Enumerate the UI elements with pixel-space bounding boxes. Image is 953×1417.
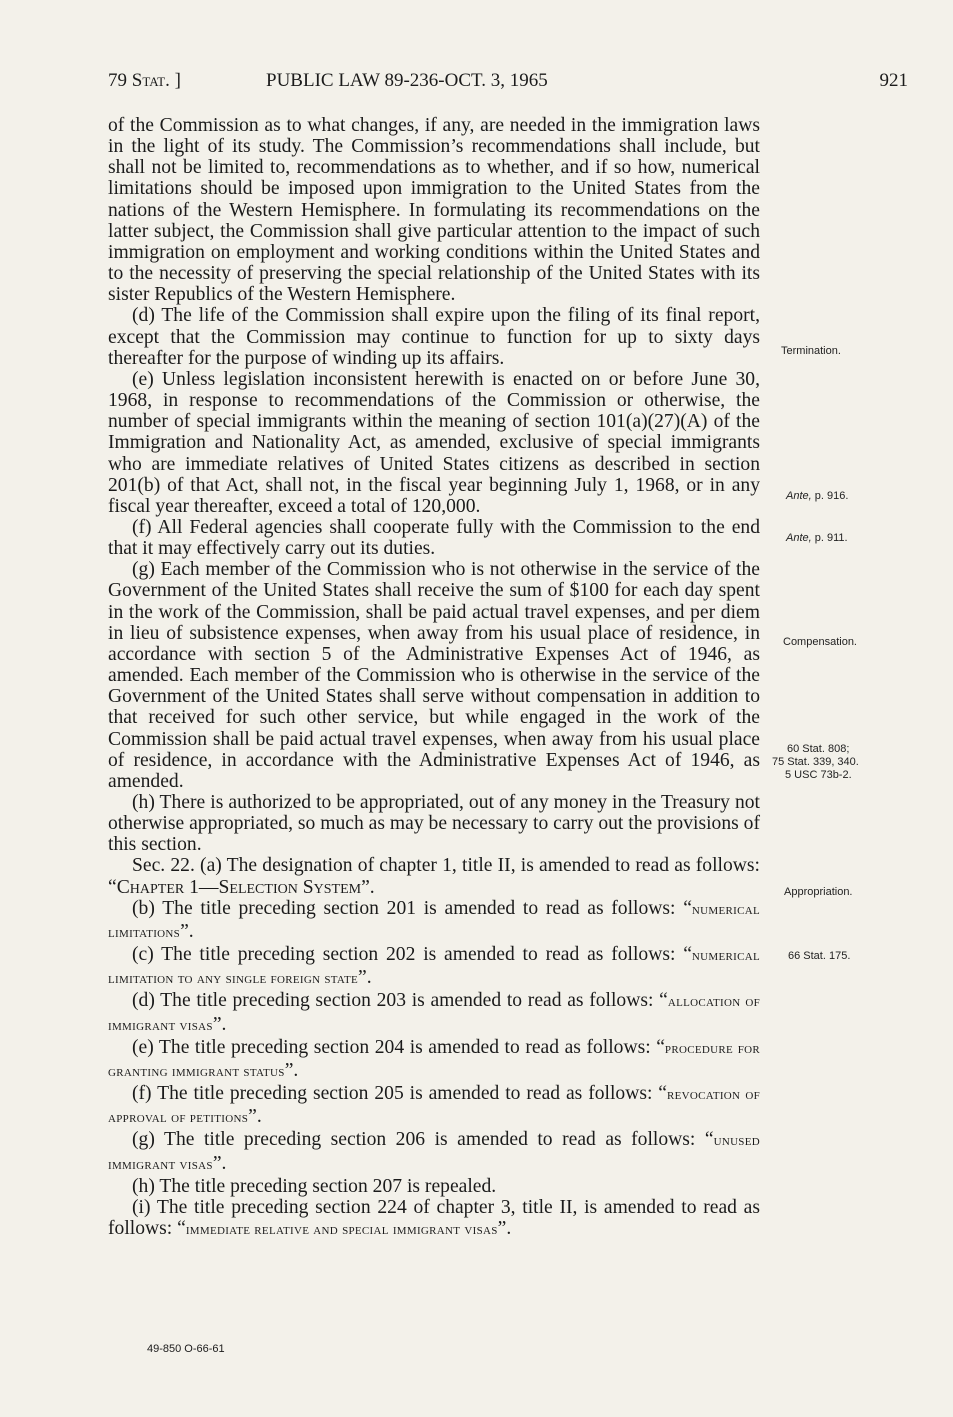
paragraph-continuation: of the Commission as to what changes, if any, are needed in the immigration laws in the light of its study. The Commission’s recommendations shall include, but shall not be limited to, recommendations as to whether, and if so how, numerical limitations should be imposed upon immigration to the United States from the nations of the Western Hemisphere. In formulating its recommendations on the latter subject, the Commission shall give particular attention to the impact of such immigration on employment and working conditions within the United States and to the necessity of preserving the special relationship of the United States with its sister Republics of the Western Hemisphere. (108, 115, 760, 306)
paragraph-h: (h) There is authorized to be appropriated, out of any money in the Treasury not otherwise appropriated, so much as may be necessary to carry out the provisions of this section. (108, 792, 760, 856)
page-number: 921 (879, 70, 908, 91)
section-22-h: (h) The title preceding section 207 is repealed. (132, 1175, 497, 1197)
margin-note-stat-339: 75 Stat. 339, 340. (772, 756, 859, 768)
margin-note-compensation: Compensation. (783, 636, 857, 648)
margin-note-ante-916: Ante, p. 916. (786, 490, 849, 502)
section-22-d: (d) The title preceding section 203 is amended to read as follows: “allocation of immigrant visas”. (108, 990, 760, 1035)
margin-note-appropriation: Appropriation. (784, 886, 853, 898)
section-22-b: (b) The title preceding section 201 is amended to read as follows: “numerical limitations”. (108, 897, 760, 942)
section-22-i: (i) The title preceding section 224 of chapter 3, title II, is amended to read as follows: “immediate relative and special immigrant visas”. (108, 1196, 760, 1239)
paragraph-e: (e) Unless legislation inconsistent herewith is enacted on or before June 30, 1968, in response to recommendations of the Commission or otherwise, the number of special immigrants within the meaning of section 101(a)(27)(A) of the Immigration and Nationality Act, as amended, exclusive of special immigrants who are immediate relatives of United States citizens as described in section 201(b) of that Act, shall not, in the fiscal year beginning July 1, 1968, or in any fiscal year thereafter, exceed a total of 120,000. (108, 368, 760, 517)
running-header (108, 70, 908, 96)
main-text (108, 115, 760, 1241)
margin-note-termination: Termination. (781, 345, 841, 357)
section-22-f: (f) The title preceding section 205 is amended to read as follows: “revocation of approval of petitions”. (108, 1083, 760, 1128)
printer-code: 49-850 O-66-61 (147, 1343, 225, 1355)
header-title: PUBLIC LAW 89-236-OCT. 3, 1965 (266, 70, 548, 91)
volume-citation: 79 Stat. ] (108, 70, 181, 91)
paragraph-d: (d) The life of the Commission shall expire upon the filing of its final report, except that the Commission may continue to function for up to sixty days thereafter for the purpose of winding up its affairs. (108, 305, 760, 369)
margin-note-stat-175: 66 Stat. 175. (788, 950, 851, 962)
margin-note-usc: 5 USC 73b-2. (785, 769, 852, 781)
section-22-c: (c) The title preceding section 202 is amended to read as follows: “numerical limitation to any single foreign state”. (108, 944, 760, 989)
paragraph-g: (g) Each member of the Commission who is not otherwise in the service of the Government of the United States shall receive the sum of $100 for each day spent in the work of the Commission, shall be paid actual travel expenses, and per diem in lieu of subsistence expenses, when away from his usual place of residence, in accordance with section 5 of the Administrative Expenses Act of 1946, as amended. Each member of the Commission who is otherwise in the service of the Government of the United States shall serve without compensation in addition to that received for such other service, but while engaged in the work of the Commission shall be paid actual travel expenses, when away from his usual place of residence, in accordance with the Administrative Expenses Act of 1946, as amended. (108, 559, 760, 792)
section-22-a: Sec. 22. (a) The designation of chapter 1, title II, is amended to read as follows: “Chapter 1—Selection System”. (108, 855, 760, 898)
paragraph-f: (f) All Federal agencies shall cooperate fully with the Commission to the end that it may effectively carry out its duties. (108, 516, 760, 560)
section-22-e: (e) The title preceding section 204 is amended to read as follows: “procedure for granting immigrant status”. (108, 1036, 760, 1081)
margin-note-ante-911: Ante, p. 911. (786, 532, 848, 544)
section-22-g: (g) The title preceding section 206 is amended to read as follows: “unused immigrant visas”. (108, 1129, 760, 1174)
margin-note-stat-808: 60 Stat. 808; (787, 743, 850, 755)
